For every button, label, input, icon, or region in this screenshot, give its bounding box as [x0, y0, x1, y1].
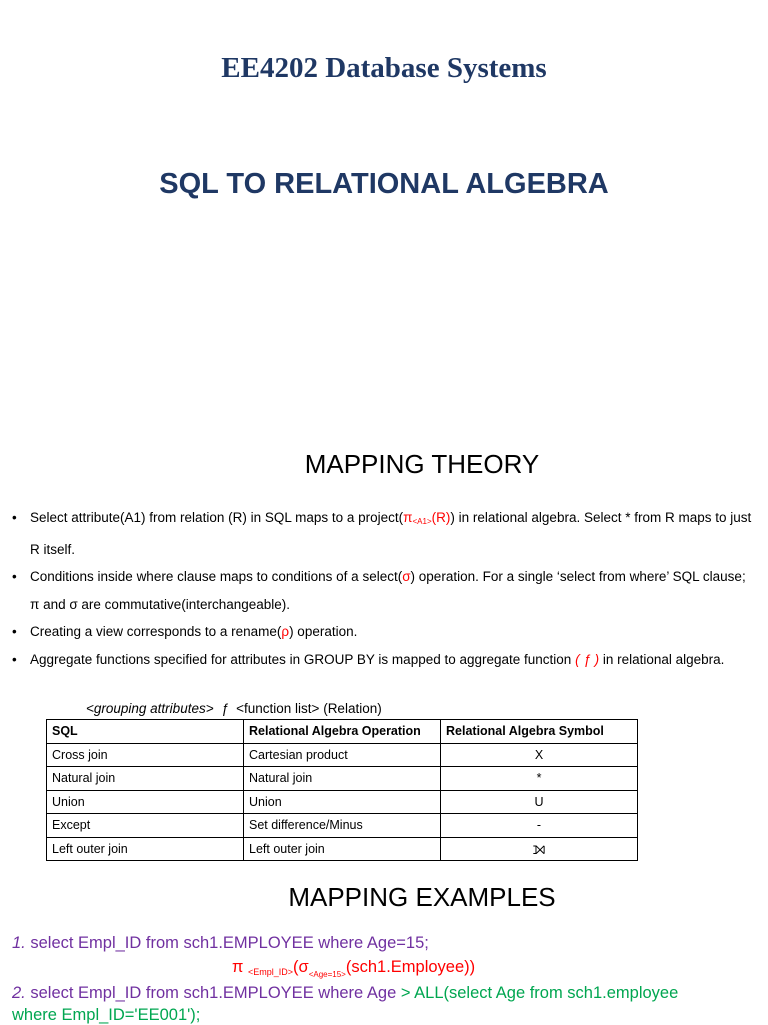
cell-operation: Natural join: [244, 767, 441, 791]
table-row: [47, 837, 638, 861]
cell-sql: Left outer join: [47, 837, 244, 861]
example-2-sql: 2. select Empl_ID from sch1.EMPLOYEE where Age > ALL(select Age from sch1.employee: [12, 984, 679, 1002]
theory-bullet-list: [12, 504, 752, 673]
table-row: [47, 743, 638, 767]
mapping-theory-heading: MAPPING THEORY: [304, 449, 540, 479]
aggregate-symbol: ( ƒ ): [575, 651, 600, 667]
example-2-sql-continued: where Empl_ID='EE001');: [12, 1006, 201, 1024]
cell-symbol: *: [441, 767, 638, 791]
sigma-symbol: σ: [402, 569, 411, 584]
cell-symbol: X: [441, 743, 638, 767]
cell-operation: Left outer join: [244, 837, 441, 861]
cell-sql: Natural join: [47, 767, 244, 791]
cell-sql: Except: [47, 814, 244, 838]
cell-sql: Cross join: [47, 743, 244, 767]
aggregate-formula: <grouping attributes> ƒ <function list> (Relation): [86, 701, 382, 716]
mapping-examples-heading: MAPPING EXAMPLES: [288, 882, 556, 912]
course-title: EE4202 Database Systems: [221, 52, 547, 84]
table-header-row: [47, 720, 638, 744]
bullet-selection: • Conditions inside where clause maps to conditions of a select(σ) operation. For a single ‘select from where’ SQL clause; π and σ are commutative(interchangeable).: [12, 563, 752, 618]
pi-symbol: π: [403, 510, 413, 525]
cell-operation: Cartesian product: [244, 743, 441, 767]
document-title: SQL TO RELATIONAL ALGEBRA: [159, 168, 609, 200]
cell-operation: Set difference/Minus: [244, 814, 441, 838]
header-ra-operation: Relational Algebra Operation: [244, 720, 441, 744]
cell-symbol: -: [441, 814, 638, 838]
bullet-projection: • Select attribute(A1) from relation (R) in SQL maps to a $project(\pi_{<A1>}(R))$ in relational algebra. Select * from R maps to just R itself.: [12, 504, 752, 563]
table-row: [47, 790, 638, 814]
cell-sql: Union: [47, 790, 244, 814]
example-1-relational-algebra: $\pi <Empl\_ID>(\sigma_{<Age=15>}(sch1.Employee))$: [232, 958, 476, 979]
bullet-aggregate: • Aggregate functions specified for attributes in GROUP BY is mapped to aggregate function ( ƒ ) in relational algebra.: [12, 646, 752, 674]
left-outer-join-icon: ⟕: [441, 837, 638, 861]
header-sql: SQL: [47, 720, 244, 744]
table-row: [47, 767, 638, 791]
bullet-rename: • Creating a view corresponds to a rename(ρ) operation.: [12, 618, 752, 646]
example-1-sql: 1. select Empl_ID from sch1.EMPLOYEE where Age=15;: [12, 934, 429, 952]
mapping-table: [46, 719, 638, 861]
table-row: [47, 814, 638, 838]
cell-symbol: U: [441, 790, 638, 814]
cell-operation: Union: [244, 790, 441, 814]
rho-symbol: ρ: [281, 624, 290, 639]
header-ra-symbol: Relational Algebra Symbol: [441, 720, 638, 744]
